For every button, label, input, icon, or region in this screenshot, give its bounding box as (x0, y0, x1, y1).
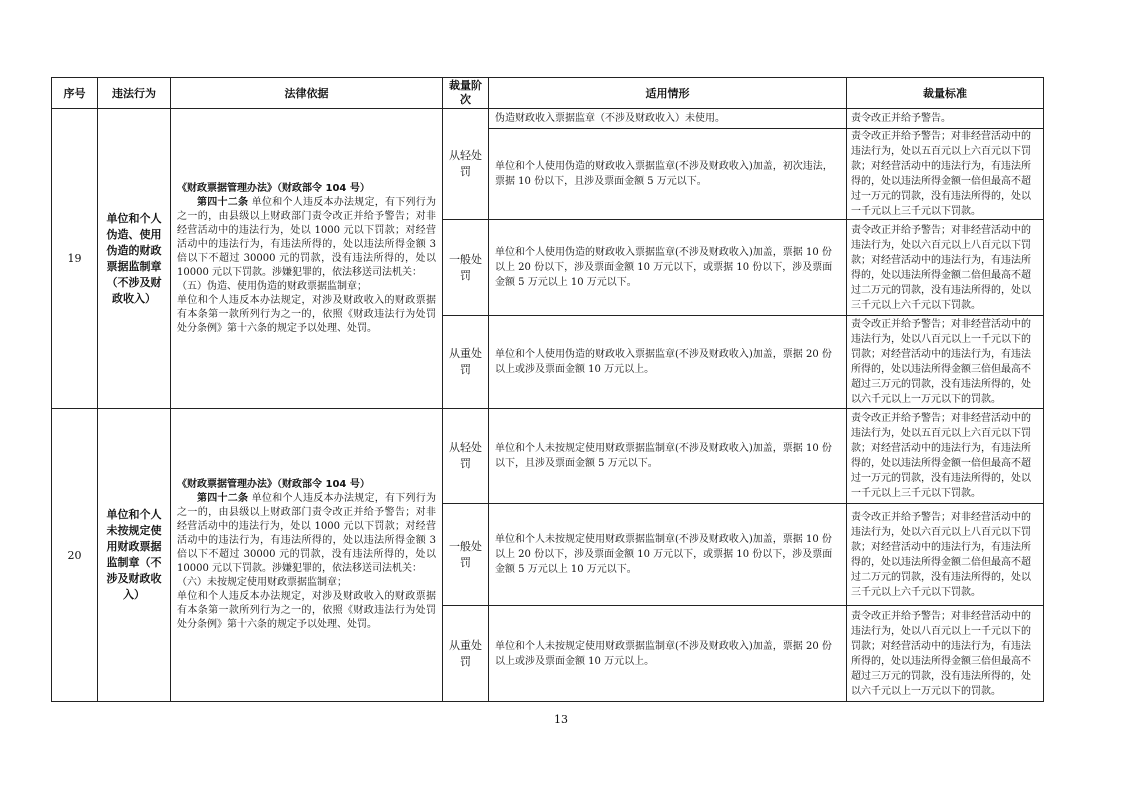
basis-item: （六）未按规定使用财政票据监制章； (177, 577, 347, 588)
penalty-discretion-table (51, 77, 1044, 702)
standard: 责令改正并给予警告；对非经营活动中的违法行为，处以六百元以上八百元以下罚款；对经营活动中的违法行为，有违法所得的，处以违法所得金额二倍但最高不超过二万元的罚款，没有违法所得的，处以三千元以上六千元以下罚款。 (847, 220, 1044, 316)
situation: 单位和个人未按规定使用财政票据监制章(不涉及财政收入)加盖，票据 20 份以上或涉及票面金额 10 万元以上。 (489, 606, 847, 702)
basis-article: 第四十二条 (197, 196, 249, 208)
level-heavy: 从重处罚 (443, 316, 489, 409)
header-no: 序号 (52, 78, 98, 109)
basis-text: 单位和个人违反本办法规定，有下列行为之一的，由县级以上财政部门责令改正并给予警告；对非经营活动中的违法行为，处以 1000 元以下罚款；对经营活动中的违法行为，有违法所得的，处以违法所得金额 3 倍以下不超过 30000 元的罚款，没有违法所得的，处以 10000 元以下罚款。涉嫌犯罪的，依法移送司法机关： (177, 493, 436, 574)
header-level: 裁量阶次 (443, 78, 489, 109)
level-heavy: 从重处罚 (443, 606, 489, 702)
basis-article: 第四十二条 (197, 493, 249, 504)
row-number: 20 (52, 409, 98, 702)
legal-basis (171, 409, 443, 702)
basis-title: 《财政票据管理办法》（财政部令 104 号） (177, 479, 370, 490)
header-situation: 适用情形 (489, 78, 847, 109)
situation: 单位和个人使用伪造的财政收入票据监章(不涉及财政收入)加盖，票据 20 份以上或涉及票面金额 10 万元以上。 (489, 316, 847, 409)
table-row (52, 109, 1044, 129)
standard: 责令改正并给予警告；对非经营活动中的违法行为，处以五百元以上六百元以下罚款；对经营活动中的违法行为，有违法所得的，处以违法所得金额一倍但最高不超过一万元的罚款，没有违法所得的，处以一千元以上三千元以下罚款。 (847, 409, 1044, 504)
situation: 单位和个人使用伪造的财政收入票据监章(不涉及财政收入)加盖，初次违法，票据 10 份以下，且涉及票面金额 5 万元以下。 (489, 129, 847, 220)
standard: 责令改正并给予警告；对非经营活动中的违法行为，处以八百元以上一千元以下的罚款；对经营活动中的违法行为，有违法所得的，处以违法所得金额三倍但最高不超过三万元的罚款，没有违法所得的，处以六千元以上一万元以下的罚款。 (847, 316, 1044, 409)
table-header-row (52, 78, 1044, 109)
table-row (52, 409, 1044, 504)
standard: 责令改正并给予警告；对非经营活动中的违法行为，处以六百元以上八百元以下罚款；对经营活动中的违法行为，有违法所得的，处以违法所得金额二倍但最高不超过二万元的罚款，没有违法所得的，处以三千元以上六千元以下罚款。 (847, 504, 1044, 606)
violation-act: 单位和个人伪造、使用伪造的财政票据监制章（不涉及财政收入） (98, 109, 171, 409)
standard: 责令改正并给予警告；对非经营活动中的违法行为，处以八百元以上一千元以下的罚款；对经营活动中的违法行为，有违法所得的，处以违法所得金额三倍但最高不超过三万元的罚款，没有违法所得的，处以六千元以上一万元以下的罚款。 (847, 606, 1044, 702)
situation: 单位和个人未按规定使用财政票据监制章(不涉及财政收入)加盖，票据 10 份以下，且涉及票面金额 5 万元以下。 (489, 409, 847, 504)
level-light: 从轻处罚 (443, 409, 489, 504)
legal-basis (171, 109, 443, 409)
basis-text: 单位和个人违反本办法规定，有下列行为之一的，由县级以上财政部门责令改正并给予警告；对非经营活动中的违法行为，处以 1000 元以下罚款；对经营活动中的违法行为，有违法所得的，处以违法所得金额 3 倍以下不超过 30000 元的罚款，没有违法所得的，处以 10000 元以下罚款。涉嫌犯罪的，依法移送司法机关： (177, 196, 436, 278)
situation: 单位和个人未按规定使用财政票据监制章(不涉及财政收入)加盖，票据 10 份以上 20 份以下，涉及票面金额 10 万元以下，或票据 10 份以下，涉及票面金额 5 万元以上 10 万元以下。 (489, 504, 847, 606)
basis-text-2: 单位和个人违反本办法规定，对涉及财政收入的财政票据有本条第一款所列行为之一的，依照《财政违法行为处罚处分条例》第十六条的规定予以处理、处罚。 (177, 591, 436, 630)
row-number: 19 (52, 109, 98, 409)
situation: 单位和个人使用伪造的财政收入票据监章(不涉及财政收入)加盖，票据 10 份以上 20 份以下，涉及票面金额 10 万元以下，或票据 10 份以下，涉及票面金额 5 万元以上 10 万元以下。 (489, 220, 847, 316)
header-act: 违法行为 (98, 78, 171, 109)
page-number: 13 (554, 713, 568, 726)
level-normal: 一般处罚 (443, 504, 489, 606)
violation-act: 单位和个人未按规定使用财政票据监制章（不涉及财政收入） (98, 409, 171, 702)
standard: 责令改正并给予警告。 (847, 109, 1044, 129)
level-light: 从轻处罚 (443, 109, 489, 220)
header-basis: 法律依据 (171, 78, 443, 109)
basis-title: 《财政票据管理办法》（财政部令 104 号） (177, 182, 370, 194)
standard: 责令改正并给予警告；对非经营活动中的违法行为，处以五百元以上六百元以下罚款；对经营活动中的违法行为，有违法所得的，处以违法所得金额一倍但最高不超过一万元的罚款，没有违法所得的，处以一千元以上三千元以下罚款。 (847, 129, 1044, 220)
situation: 伪造财政收入票据监章（不涉及财政收入）未使用。 (489, 109, 847, 129)
basis-text-2: 单位和个人违反本办法规定，对涉及财政收入的财政票据有本条第一款所列行为之一的，依照《财政违法行为处罚处分条例》第十六条的规定予以处理、处罚。 (177, 294, 436, 334)
level-normal: 一般处罚 (443, 220, 489, 316)
basis-item: （五）伪造、使用伪造的财政票据监制章； (177, 280, 367, 292)
header-standard: 裁量标准 (847, 78, 1044, 109)
